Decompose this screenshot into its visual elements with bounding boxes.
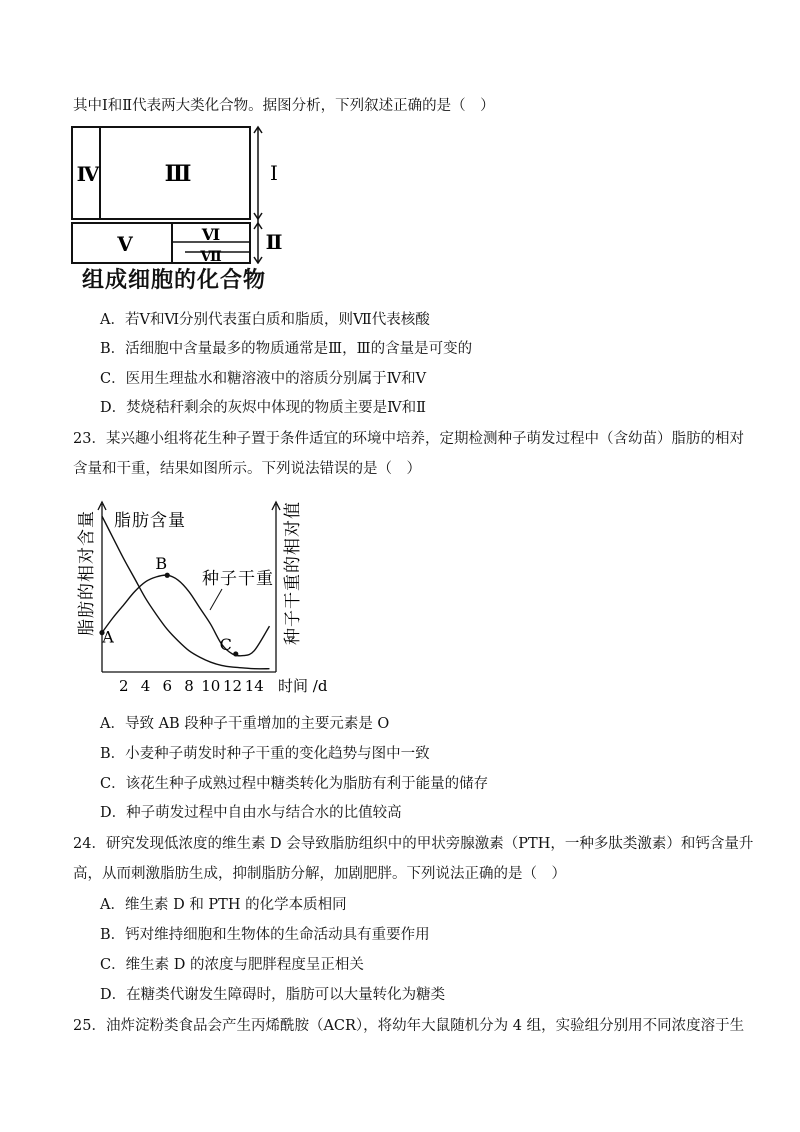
q22-option-c: C．医用生理盐水和糖溶液中的溶质分别属于Ⅳ和Ⅴ (100, 371, 427, 387)
x-axis-label: 时间 /d (278, 677, 328, 695)
q23-option-a: A．导致 AB 段种子干重增加的主要元素是 O (100, 716, 390, 732)
point-label-b: B (155, 554, 168, 574)
q22-option-a: A．若Ⅴ和Ⅵ分别代表蛋白质和脂质，则Ⅶ代表核酸 (100, 312, 430, 328)
q23-option-b: B．小麦种子萌发时种子干重的变化趋势与图中一致 (100, 746, 430, 762)
diagram-caption: 组成细胞的化合物 (82, 268, 267, 293)
label-vii: Ⅶ (200, 249, 222, 264)
y-axis-right-label: 种子干重的相对值 (283, 501, 303, 645)
point-c (233, 651, 238, 656)
y-axis-left-label: 脂肪的相对含量 (77, 510, 97, 636)
q22-option-b: B．活细胞中含量最多的物质通常是Ⅲ，Ⅲ的含量是可变的 (100, 341, 473, 357)
x-tick-label: 12 (222, 677, 243, 695)
fat-dryweight-chart (70, 488, 370, 700)
label-ii: Ⅱ (265, 230, 283, 254)
x-tick-label: 14 (244, 677, 264, 695)
label-iv: Ⅳ (76, 162, 100, 186)
point-label-a: A (102, 627, 114, 647)
q24-option-a: A．维生素 D 和 PTH 的化学本质相同 (100, 897, 347, 913)
q22-option-d: D．焚烧秸秆剩余的灰烬中体现的物质主要是Ⅳ和Ⅱ (100, 400, 426, 416)
x-tick-label: 2 (118, 677, 129, 695)
q23-stem-line1: 23．某兴趣小组将花生种子置于条件适宜的环境中培养，定期检测种子萌发过程中（含幼苗）脂肪的相对 (73, 431, 744, 447)
label-iii: Ⅲ (164, 161, 192, 187)
series-label-fat: 脂肪含量 (114, 511, 186, 531)
x-tick-label: 10 (201, 677, 221, 695)
x-tick-label: 4 (140, 677, 151, 695)
dryweight-leader (210, 589, 222, 610)
fat-content-line (102, 516, 269, 669)
series-label-dryweight: 种子干重 (202, 569, 274, 589)
label-vi: Ⅵ (201, 225, 221, 244)
q24-stem-line2: 高，从而刺激脂肪生成，抑制脂肪分解，加剧肥胖。下列说法正确的是（ ） (73, 866, 566, 882)
q25-stem-line1: 25．油炸淀粉类食品会产生丙烯酰胺（ACR），将幼年大鼠随机分为 4 组，实验组分别用不同浓度溶于生 (73, 1018, 745, 1034)
q23-option-d: D．种子萌发过程中自由水与结合水的比值较高 (100, 805, 402, 821)
x-tick-label: 6 (162, 677, 173, 695)
compound-diagram (70, 124, 300, 264)
point-label-c: C (219, 634, 232, 654)
q23-stem-line2: 含量和干重，结果如图所示。下列说法错误的是（ ） (73, 461, 421, 477)
x-tick-label: 8 (184, 677, 194, 695)
point-b (165, 573, 170, 578)
label-i: Ⅰ (270, 161, 278, 185)
q24-option-d: D．在糖类代谢发生障碍时，脂肪可以大量转化为糖类 (100, 987, 446, 1003)
q24-stem-line1: 24．研究发现低浓度的维生素 D 会导致脂肪组织中的甲状旁腺激素（PTH，一种多肽类激素）和钙含量升 (73, 836, 754, 852)
q23-option-c: C．该花生种子成熟过程中糖类转化为脂肪有利于能量的储存 (100, 776, 489, 792)
q22-stem: 其中Ⅰ和Ⅱ代表两大类化合物。据图分析，下列叙述正确的是（ ） (73, 98, 495, 114)
q24-option-c: C．维生素 D 的浓度与肥胖程度呈正相关 (100, 957, 364, 973)
label-v: Ⅴ (117, 232, 133, 256)
q24-option-b: B．钙对维持细胞和生物体的生命活动具有重要作用 (100, 927, 430, 943)
